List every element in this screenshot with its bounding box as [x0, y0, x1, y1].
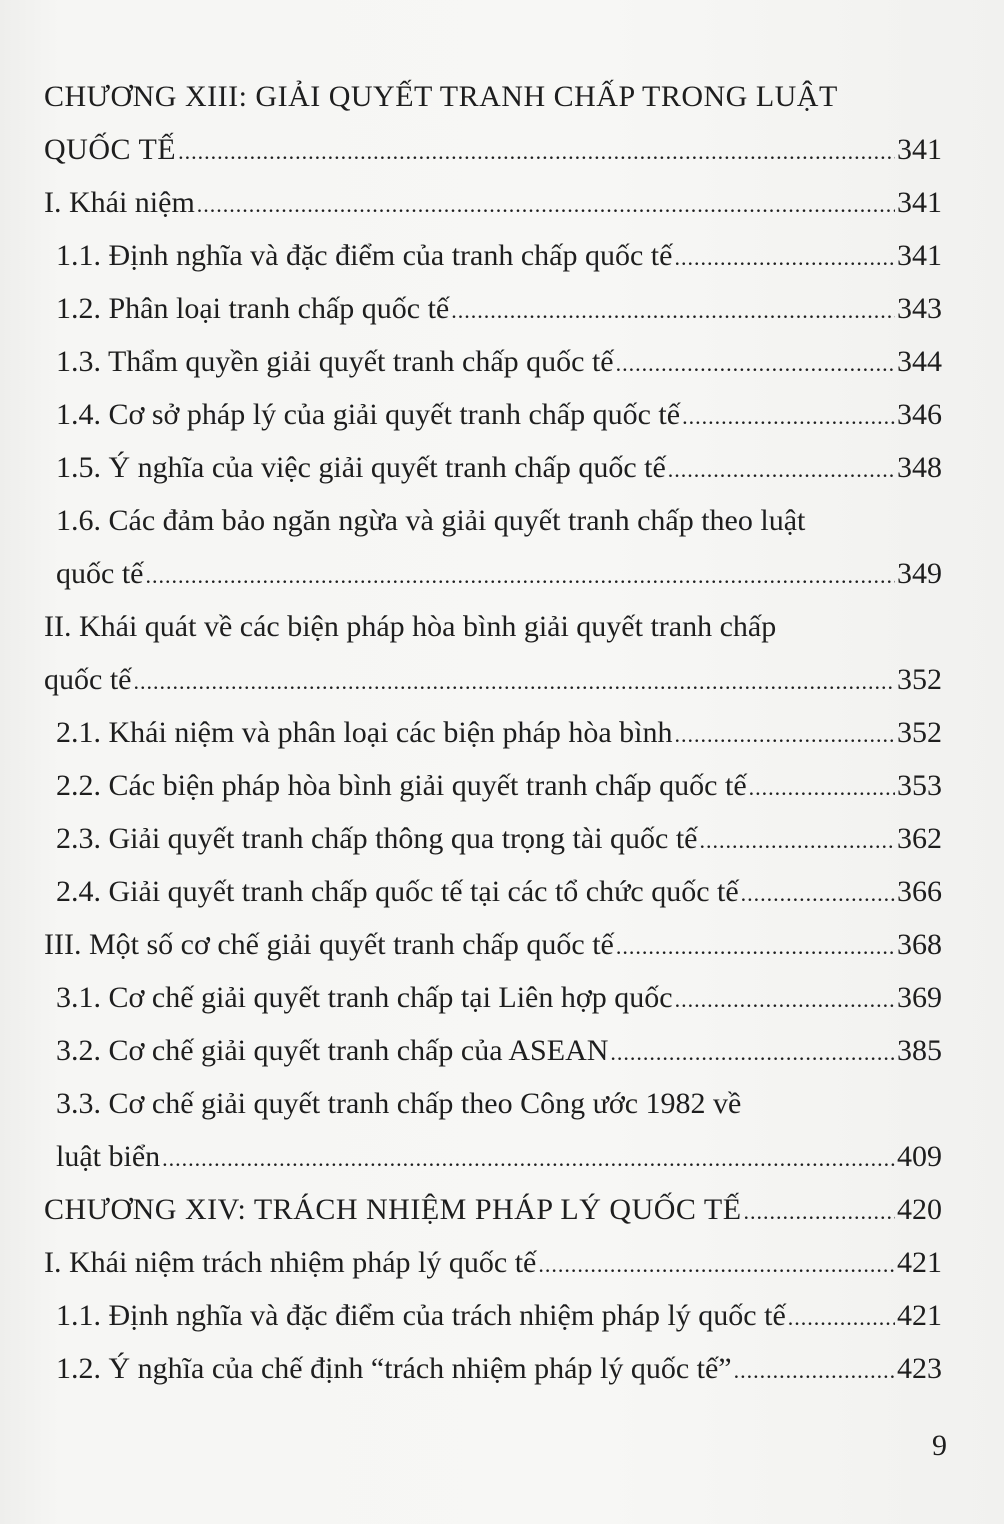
- toc-entry-title: 2.4. Giải quyết tranh chấp quốc tế tại các tổ chức quốc tế: [56, 875, 739, 908]
- toc-entry-s3-2: [44, 1024, 942, 1077]
- toc-entry-title: 3.1. Cơ chế giải quyết tranh chấp tại Liên hợp quốc: [56, 981, 673, 1014]
- dot-leader: [734, 1344, 895, 1397]
- dot-leader: [674, 708, 895, 761]
- dot-leader: [616, 920, 895, 973]
- toc-entry-ch14: [44, 1183, 942, 1236]
- dot-leader: [538, 1238, 895, 1291]
- toc-entry-s1-3: [44, 335, 942, 388]
- toc-entry-s2-2: [44, 759, 942, 812]
- toc-entry-title-line1: II. Khái quát về các biện pháp hòa bình giải quyết tranh chấp: [44, 610, 777, 643]
- toc-entry-title: quốc tế: [56, 557, 144, 590]
- toc-entry-title: luật biển: [56, 1140, 161, 1173]
- toc-entry-page: 341: [897, 239, 942, 272]
- toc-entry-title-line1: 3.3. Cơ chế giải quyết tranh chấp theo Công ước 1982 về: [56, 1087, 742, 1120]
- toc-entry-ch13: [44, 70, 942, 176]
- dot-leader: [616, 337, 895, 390]
- toc-entry-page: 349: [897, 557, 942, 590]
- toc-entry-s3: [44, 918, 942, 971]
- dot-leader: [668, 443, 895, 496]
- dot-leader: [162, 1132, 895, 1185]
- dot-leader: [133, 655, 895, 708]
- dot-leader: [610, 1026, 895, 1079]
- toc-entry-title: 1.3. Thẩm quyền giải quyết tranh chấp quốc tế: [56, 345, 614, 378]
- toc-entry-page: 343: [897, 292, 942, 325]
- toc-entry-title: 2.1. Khái niệm và phân loại các biện pháp hòa bình: [56, 716, 673, 749]
- toc-entry-ch14-s1: [44, 1236, 942, 1289]
- toc-entry-title-line1: CHƯƠNG XIII: GIẢI QUYẾT TRANH CHẤP TRONG LUẬT: [44, 80, 838, 113]
- toc-entry-s3-3: [44, 1077, 942, 1183]
- toc-entry-page: 341: [897, 133, 942, 166]
- toc-entry-title: 3.2. Cơ chế giải quyết tranh chấp của ASEAN: [56, 1034, 609, 1067]
- toc-entry-s1-4: [44, 388, 942, 441]
- toc-entry-s1: [44, 176, 942, 229]
- toc-entry-page: 423: [897, 1352, 942, 1385]
- toc-entry-s2-1: [44, 706, 942, 759]
- toc-entry-title: I. Khái niệm trách nhiệm pháp lý quốc tế: [44, 1246, 537, 1279]
- page-number: 9: [932, 1429, 947, 1462]
- toc-entry-s2-4: [44, 865, 942, 918]
- toc-entry-ch14-1-2: [44, 1342, 942, 1395]
- dot-leader: [700, 814, 896, 867]
- toc-entry-title-line1: 1.6. Các đảm bảo ngăn ngừa và giải quyết tranh chấp theo luật: [56, 504, 806, 537]
- dot-leader: [178, 125, 895, 178]
- toc-entry-title: CHƯƠNG XIV: TRÁCH NHIỆM PHÁP LÝ QUỐC TẾ: [44, 1193, 742, 1226]
- dot-leader: [451, 284, 895, 337]
- toc-entry-s2-3: [44, 812, 942, 865]
- toc-entry-s1-5: [44, 441, 942, 494]
- toc-entry-page: 362: [897, 822, 942, 855]
- dot-leader: [675, 973, 895, 1026]
- toc-entry-page: 421: [897, 1246, 942, 1279]
- toc-entry-page: 346: [897, 398, 942, 431]
- dot-leader: [744, 1185, 895, 1238]
- dot-leader: [674, 231, 895, 284]
- toc-entry-page: 348: [897, 451, 942, 484]
- toc-entry-page: 385: [897, 1034, 942, 1067]
- dot-leader: [788, 1291, 895, 1344]
- toc-entry-page: 353: [897, 769, 942, 802]
- toc-entry-s1-1: [44, 229, 942, 282]
- toc-entry-title: 1.2. Phân loại tranh chấp quốc tế: [56, 292, 450, 325]
- toc-entry-title: QUỐC TẾ: [44, 133, 177, 166]
- toc-entry-page: 369: [897, 981, 942, 1014]
- toc-entry-page: 409: [897, 1140, 942, 1173]
- toc-entry-page: 344: [897, 345, 942, 378]
- toc-entry-page: 366: [897, 875, 942, 908]
- toc-entry-title: 1.1. Định nghĩa và đặc điểm của tranh chấp quốc tế: [56, 239, 673, 272]
- toc-entry-title: III. Một số cơ chế giải quyết tranh chấp quốc tế: [44, 928, 614, 961]
- toc-entry-page: 420: [897, 1193, 942, 1226]
- toc-entry-title: quốc tế: [44, 663, 132, 696]
- table-of-contents: [44, 70, 942, 1395]
- toc-entry-ch14-1-1: [44, 1289, 942, 1342]
- toc-entry-title: I. Khái niệm: [44, 186, 195, 219]
- toc-entry-title: 1.4. Cơ sở pháp lý của giải quyết tranh chấp quốc tế: [56, 398, 681, 431]
- dot-leader: [197, 178, 895, 231]
- dot-leader: [682, 390, 895, 443]
- toc-entry-title: 2.3. Giải quyết tranh chấp thông qua trọng tài quốc tế: [56, 822, 698, 855]
- toc-entry-page: 352: [897, 663, 942, 696]
- toc-entry-page: 368: [897, 928, 942, 961]
- dot-leader: [749, 761, 895, 814]
- toc-entry-title: 2.2. Các biện pháp hòa bình giải quyết tranh chấp quốc tế: [56, 769, 747, 802]
- toc-entry-s2: [44, 600, 942, 706]
- toc-entry-title: 1.2. Ý nghĩa của chế định “trách nhiệm pháp lý quốc tế”: [56, 1352, 732, 1385]
- toc-entry-page: 352: [897, 716, 942, 749]
- toc-entry-s3-1: [44, 971, 942, 1024]
- toc-entry-page: 421: [897, 1299, 942, 1332]
- dot-leader: [741, 867, 895, 920]
- toc-entry-title: 1.1. Định nghĩa và đặc điểm của trách nhiệm pháp lý quốc tế: [56, 1299, 786, 1332]
- toc-entry-s1-6: [44, 494, 942, 600]
- toc-entry-page: 341: [897, 186, 942, 219]
- dot-leader: [145, 549, 895, 602]
- toc-entry-title: 1.5. Ý nghĩa của việc giải quyết tranh chấp quốc tế: [56, 451, 666, 484]
- toc-entry-s1-2: [44, 282, 942, 335]
